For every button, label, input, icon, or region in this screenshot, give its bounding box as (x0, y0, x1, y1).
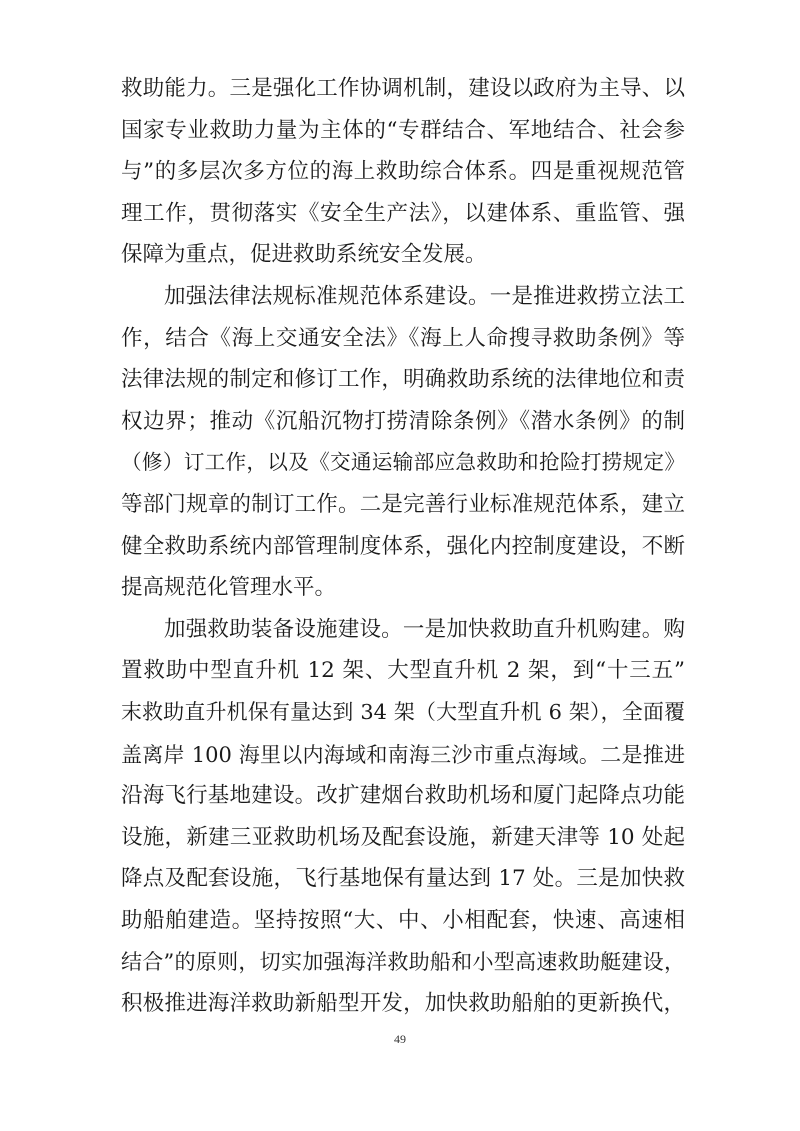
text-line: 法律法规的制定和修订工作，明确救助系统的法律地位和责 (121, 367, 685, 393)
text-line: 等部门规章的制订工作。二是完善行业标准规范体系，建立 (121, 491, 685, 517)
paragraph-first-line: 加强救助装备设施建设。一是加快救助直升机购建。购 (164, 616, 685, 642)
text-line: 降点及配套设施，飞行基地保有量达到 17 处。三是加快救 (121, 866, 685, 892)
text-line: 积极推进海洋救助新船型开发，加快救助船舶的更新换代， (121, 991, 685, 1017)
page-number: 49 (394, 1032, 406, 1046)
text-line: 置救助中型直升机 12 架、大型直升机 2 架，到“十三五” (121, 658, 685, 684)
text-line: 结合”的原则，切实加强海洋救助船和小型高速救助艇建设， (121, 949, 685, 975)
text-line: 设施，新建三亚救助机场及配套设施，新建天津等 10 处起 (121, 824, 685, 850)
text-line: 助船舶建造。坚持按照“大、中、小相配套，快速、高速相 (121, 907, 685, 933)
text-line: 作，结合《海上交通安全法》《海上人命搜寻救助条例》等 (121, 325, 685, 351)
text-line: 沿海飞行基地建设。改扩建烟台救助机场和厦门起降点功能 (121, 783, 685, 809)
text-line: 救助能力。三是强化工作协调机制，建设以政府为主导、以 (121, 76, 685, 101)
text-line: 盖离岸 100 海里以内海域和南海三沙市重点海域。二是推进 (121, 741, 685, 767)
text-line: 保障为重点，促进救助系统安全发展。 (121, 242, 487, 268)
text-line: 理工作，贯彻落实《安全生产法》，以建体系、重监管、强 (121, 200, 685, 226)
paragraph-first-line: 加强法律法规标准规范体系建设。一是推进救捞立法工 (164, 283, 685, 309)
text-line: 健全救助系统内部管理制度体系，强化内控制度建设，不断 (121, 533, 685, 559)
text-line: 权边界；推动《沉船沉物打捞清除条例》《潜水条例》的制 (121, 408, 685, 434)
body-text (121, 68, 685, 1025)
text-line: 末救助直升机保有量达到 34 架（大型直升机 6 架），全面覆 (121, 699, 685, 724)
text-line: （修）订工作，以及《交通运输部应急救助和抢险打捞规定》 (121, 450, 685, 475)
text-line: 与”的多层次多方位的海上救助综合体系。四是重视规范管 (121, 159, 685, 185)
text-line: 国家专业救助力量为主体的“专群结合、军地结合、社会参 (121, 117, 685, 143)
text-line: 提高规范化管理水平。 (121, 575, 337, 601)
